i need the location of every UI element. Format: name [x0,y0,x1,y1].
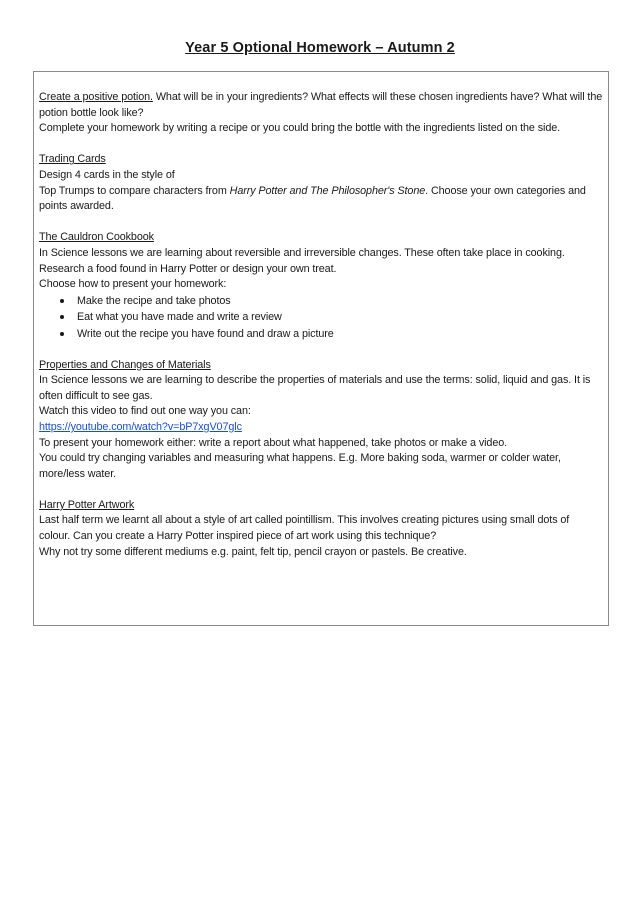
artwork-line-2: Why not try some different mediums e.g. paint, felt tip, pencil crayon or pastels. Be creative. [39,545,467,558]
potion-line-2: Complete your homework by writing a recipe or you could bring the bottle with the ingredients listed on the side. [39,122,561,135]
list-item: Eat what you have made and write a review [39,309,603,325]
artwork-line-1: Last half term we learnt all about a style of art called pointillism. This involves creating pictures using small dots of colour. Can you create a Harry Potter inspired piece of art work using this technique? [39,514,570,543]
homework-content [39,90,603,576]
section-artwork [39,498,603,560]
materials-line-4: You could try changing variables and measuring what happens. E.g. More baking soda, warmer or colder water, more/less water. [39,452,561,480]
section-trading-cards [39,152,603,214]
potion-line-1 [39,90,603,121]
cauldron-line-1: In Science lessons we are learning about reversible and irreversible changes. These often take place in cooking. [39,246,565,259]
trading-line-2-post: . Choose your own categories and points awarded. [39,184,586,213]
trading-heading: Trading Cards [39,153,106,166]
youtube-video-link[interactable]: https://youtube.com/watch?v=bP7xgV07glc [39,420,242,433]
cauldron-options-list [39,293,603,342]
trading-line-2 [39,184,603,215]
cauldron-line-2: Research a food found in Harry Potter or design your own treat. [39,262,337,275]
list-item: Write out the recipe you have found and draw a picture [39,326,603,342]
artwork-heading: Harry Potter Artwork [39,498,135,511]
cauldron-line-3: Choose how to present your homework: [39,278,227,291]
materials-line-1: In Science lessons we are learning to describe the properties of materials and use the terms: solid, liquid and gas. It is often difficult to see gas. [39,374,591,402]
potion-heading: Create a positive potion. [39,91,153,103]
section-cauldron-cookbook [39,230,603,342]
materials-line-2: Watch this video to find out one way you can: [39,405,251,418]
trading-line-1: Design 4 cards in the style of [39,168,175,181]
page-title: Year 5 Optional Homework – Autumn 2 [185,40,455,56]
cauldron-heading: The Cauldron Cookbook [39,231,154,244]
materials-line-3: To present your homework either: write a report about what happened, take photos or make a video. [39,436,508,449]
list-item: Make the recipe and take photos [39,293,603,309]
section-potion [39,90,603,137]
potion-line-1-text: What will be in your ingredients? What effects will these chosen ingredients have? What will the potion bottle look like? [39,91,603,119]
section-materials [39,358,603,483]
materials-heading: Properties and Changes of Materials [39,358,211,371]
book-title: Harry Potter and The Philosopher's Stone [229,184,426,197]
trading-line-2-pre: Top Trumps to compare characters from [39,184,230,197]
